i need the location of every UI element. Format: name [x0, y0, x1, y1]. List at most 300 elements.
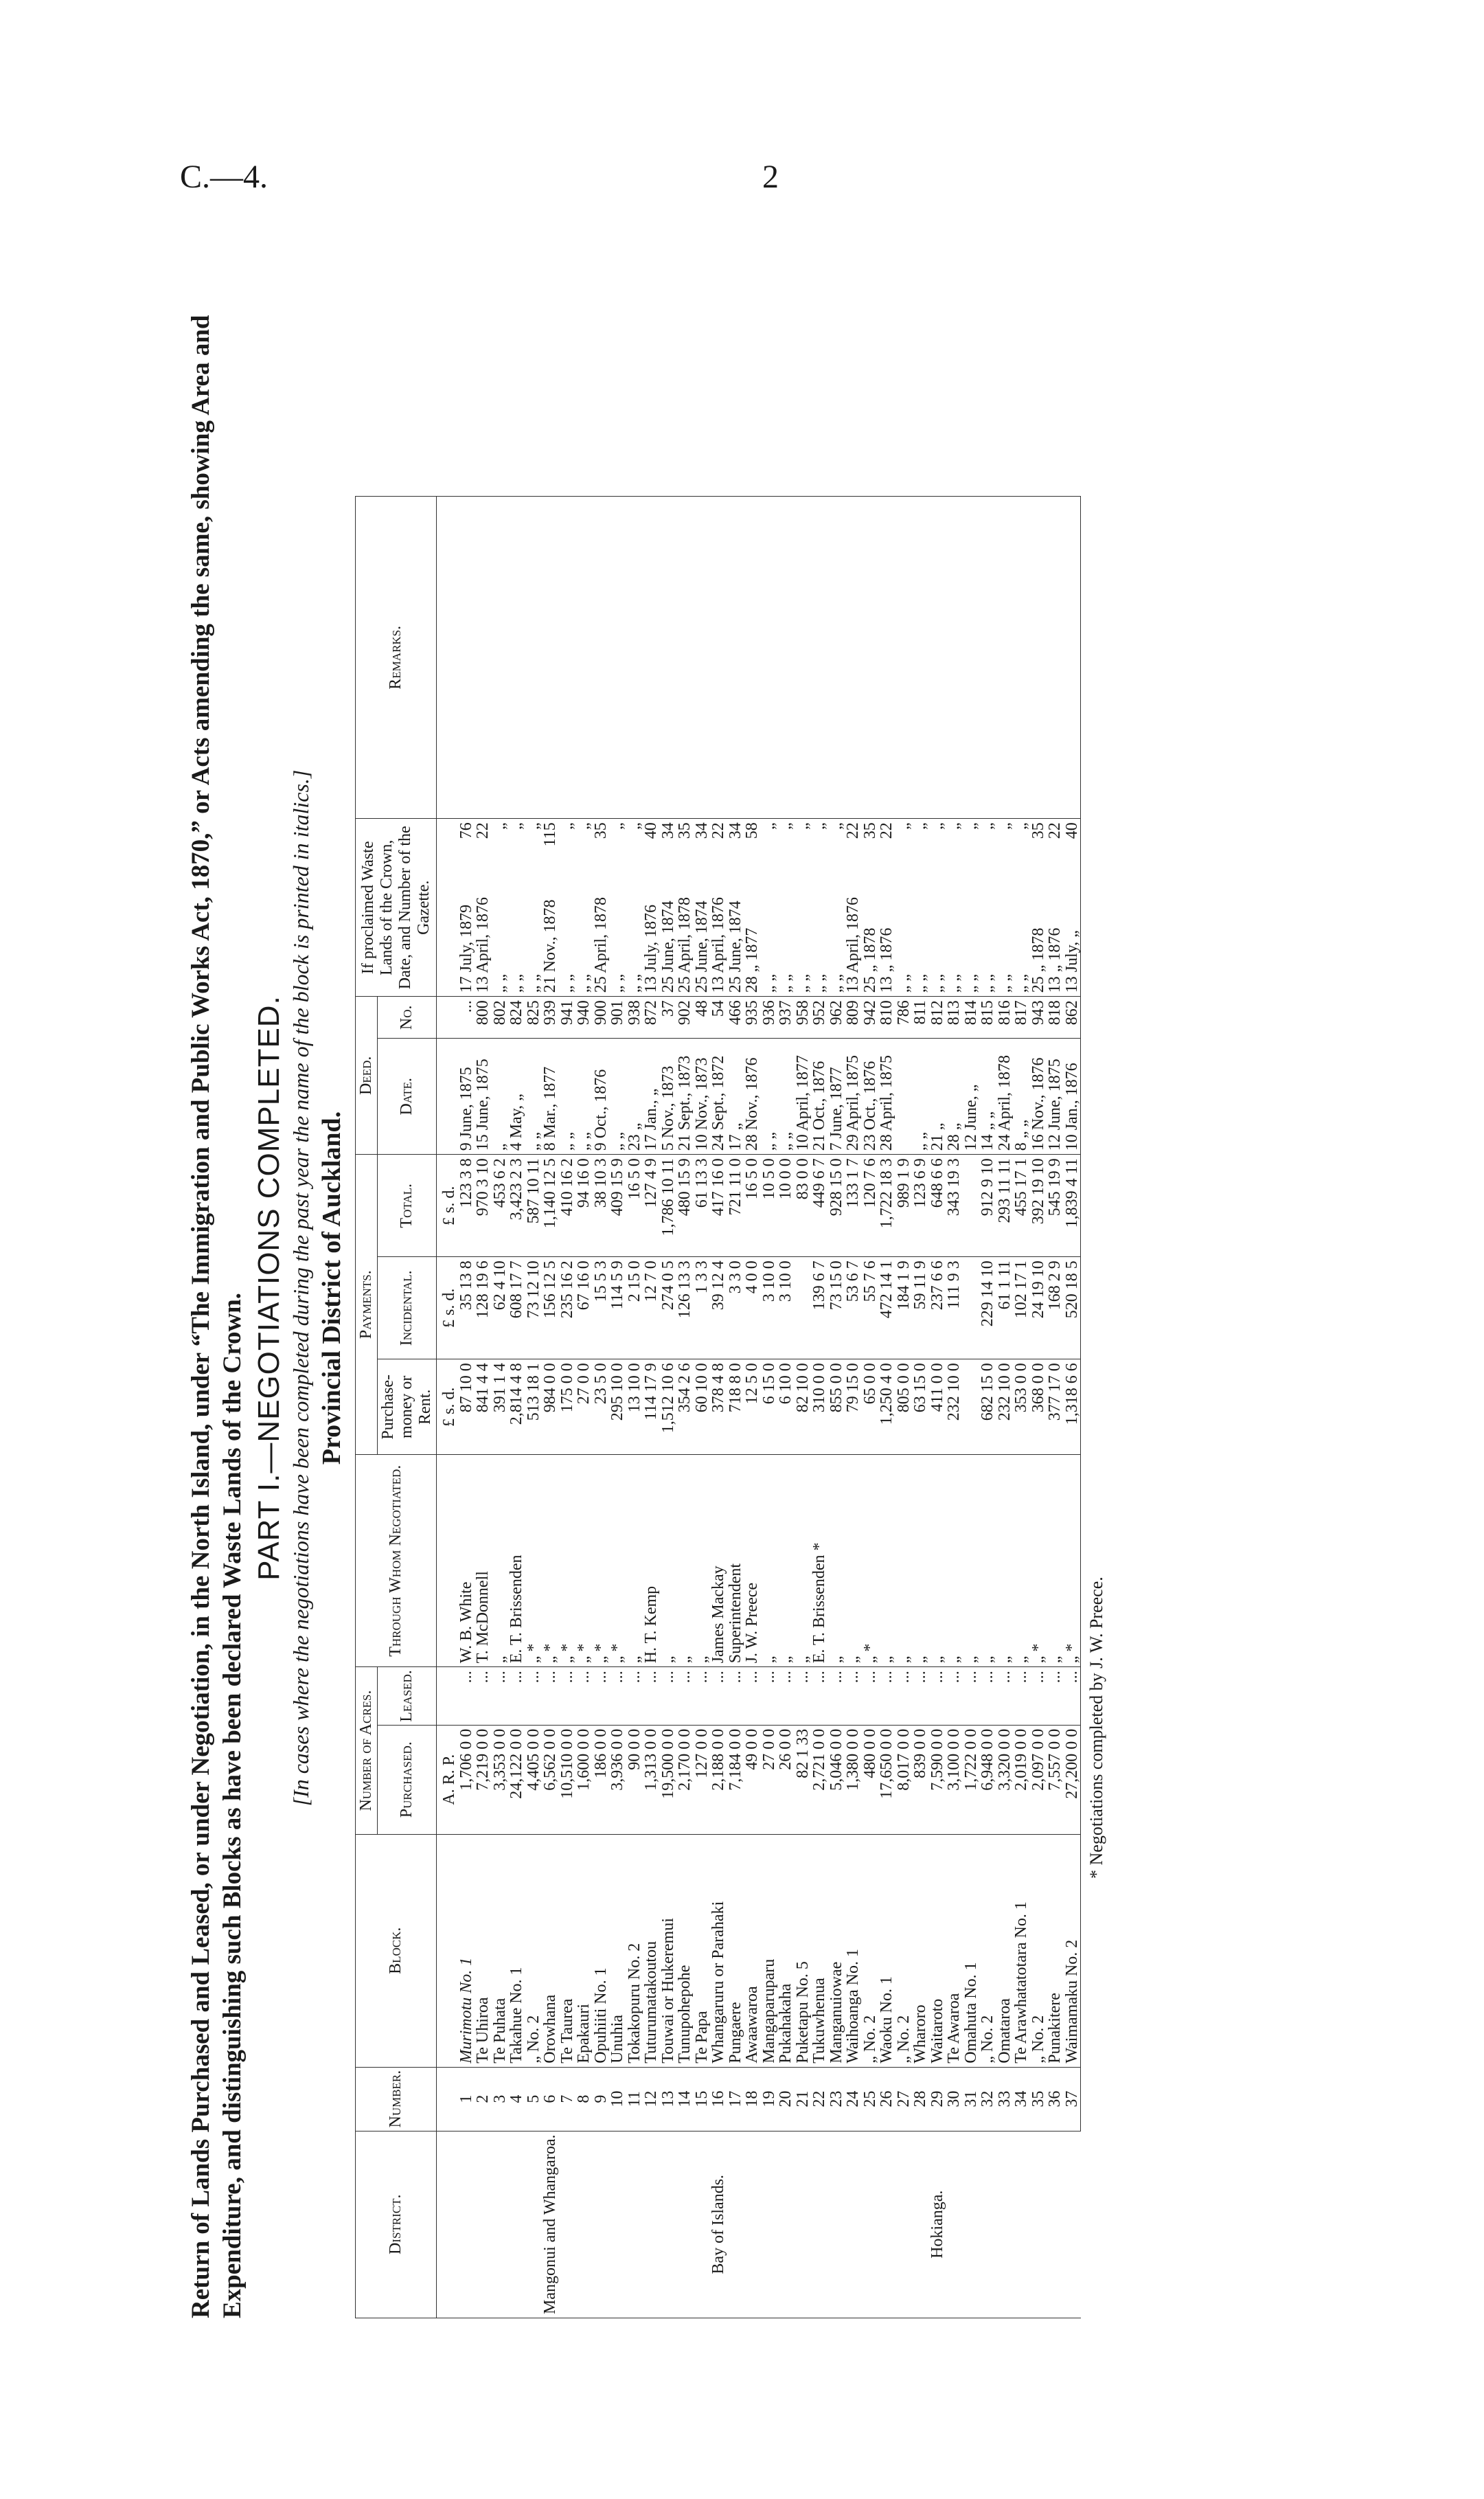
header-incidental: Incidental. [378, 1257, 437, 1359]
deed-date: 10 April, 1877 [795, 1039, 812, 1155]
acres-purchased: 90 0 0 [626, 1725, 643, 1834]
remarks [878, 497, 895, 819]
acres-purchased: 10,510 0 0 [559, 1725, 576, 1834]
deed-date: 16 Nov., 1876 [1030, 1039, 1047, 1155]
deed-number: 872 [643, 997, 660, 1039]
purchase-money: 79 15 0 [845, 1359, 862, 1455]
acres-leased: ... [795, 1667, 812, 1725]
gazette-number: „ [827, 822, 845, 830]
acres-leased: ... [575, 1667, 593, 1725]
row-number: 10 [609, 2067, 626, 2131]
deed-date: „ „ [575, 1039, 593, 1155]
purchase-money: 377 17 0 [1047, 1359, 1064, 1455]
row-number: 28 [912, 2067, 929, 2131]
row-number: 17 [727, 2067, 744, 2131]
total: 545 19 9 [1047, 1155, 1064, 1257]
deed-number: 824 [508, 997, 525, 1039]
district-cell: Bay of Islands. [643, 2131, 795, 2318]
remarks [542, 497, 559, 819]
deed-date: „ „ [761, 1039, 778, 1155]
deed-date: 21 Oct., 1876 [811, 1039, 828, 1155]
row-number: 30 [946, 2067, 963, 2131]
acres-leased: ... [845, 1667, 862, 1725]
deed-number: 818 [1047, 997, 1064, 1039]
acres-leased: ... [660, 1667, 677, 1725]
negotiated-by: „ [912, 1455, 929, 1667]
deed-number: 811 [912, 997, 929, 1039]
deed-number: 941 [559, 997, 576, 1039]
acres-leased: ... [996, 1667, 1014, 1725]
incidental: 237 6 6 [929, 1257, 946, 1359]
negotiated-by: „ [660, 1455, 677, 1667]
remarks [593, 497, 610, 819]
header-total: Total. [378, 1155, 437, 1257]
incidental: 472 14 1 [878, 1257, 895, 1359]
negotiated-by: „ [626, 1455, 643, 1667]
deed-date: 9 Oct., 1876 [593, 1039, 610, 1155]
deed-number: 937 [777, 997, 795, 1039]
purchase-money: 295 10 0 [609, 1359, 626, 1455]
block-name: Te Uhiroa [475, 1834, 492, 2067]
table-row [508, 497, 525, 2318]
acres-purchased: 49 0 0 [744, 1725, 761, 1834]
gazette-date: 25 „ 1878 35 [1030, 819, 1047, 997]
incidental: 3 10 0 [761, 1257, 778, 1359]
table-row [895, 497, 913, 2318]
negotiated-by: „ [1047, 1455, 1064, 1667]
deed-number: 786 [895, 997, 913, 1039]
block-name: Manganuiowae [828, 1834, 845, 2067]
table-row [727, 497, 744, 2318]
gazette-date: „ „ „ [609, 819, 626, 997]
total: 38 10 3 [593, 1155, 610, 1257]
deed-date: 29 April, 1875 [845, 1039, 862, 1155]
incidental: 59 11 9 [912, 1257, 929, 1359]
table-row [878, 497, 895, 2318]
deed-number: 962 [828, 997, 845, 1039]
acres-purchased: 8,017 0 0 [895, 1725, 913, 1834]
block-name: Awaawaroa [744, 1834, 761, 2067]
gazette-number: 34 [726, 822, 744, 839]
deed-number: 48 [694, 997, 711, 1039]
remarks [626, 497, 643, 819]
deed-number: 816 [996, 997, 1014, 1039]
gazette-number: 40 [1062, 822, 1081, 839]
deed-date: 8 Mar., 1877 [542, 1039, 559, 1155]
deed-number: 943 [1030, 997, 1047, 1039]
incidental: 608 17 7 [508, 1257, 525, 1359]
remarks [694, 497, 711, 819]
deed-date: „ „ [559, 1039, 576, 1155]
remarks [1047, 497, 1064, 819]
purchase-money: 60 10 0 [694, 1359, 711, 1455]
row-number: 19 [761, 2067, 778, 2131]
deed-number: 935 [744, 997, 761, 1039]
acres-leased: ... [811, 1667, 828, 1725]
negotiated-by: „ [996, 1455, 1014, 1667]
gazette-number: „ [608, 822, 626, 830]
acres-leased: ... [593, 1667, 610, 1725]
deed-number: ... [458, 997, 475, 1039]
block-name: Te Awaroa [946, 1834, 963, 2067]
row-number: 8 [575, 2067, 593, 2131]
incidental: 35 13 8 [458, 1257, 475, 1359]
negotiated-by: „ [946, 1455, 963, 1667]
header-deed-date: Date. [378, 1039, 437, 1155]
negotiated-by: „ * [542, 1455, 559, 1667]
remarks [727, 497, 744, 819]
total: 94 16 0 [575, 1155, 593, 1257]
table-row [1064, 497, 1081, 2318]
acres-leased: ... [626, 1667, 643, 1725]
incidental: 12 7 0 [643, 1257, 660, 1359]
total: 1,722 18 3 [878, 1155, 895, 1257]
negotiated-by: „ * [525, 1455, 543, 1667]
acres-leased: ... [1047, 1667, 1064, 1725]
total: 123 3 8 [458, 1155, 475, 1257]
gazette-number: „ [961, 822, 980, 830]
header-deed: Deed. [356, 997, 378, 1155]
deed-number: 817 [1013, 997, 1030, 1039]
acres-purchased: 839 0 0 [912, 1725, 929, 1834]
deed-date: 4 May, „ [508, 1039, 525, 1155]
gazette-number: „ [625, 822, 643, 830]
acres-leased: ... [525, 1667, 543, 1725]
negotiated-by: „ [1013, 1455, 1030, 1667]
block-name: Tokakopuru No. 2 [626, 1834, 643, 2067]
acres-leased: ... [458, 1667, 475, 1725]
row-number: 36 [1047, 2067, 1064, 2131]
total: 120 7 6 [862, 1155, 879, 1257]
row-number: 7 [559, 2067, 576, 2131]
gazette-date: „ „ „ [895, 819, 913, 997]
total: 3,423 2 3 [508, 1155, 525, 1257]
block-name: Pukahakaha [777, 1834, 795, 2067]
purchase-money: 411 0 0 [929, 1359, 946, 1455]
deed-number: 901 [609, 997, 626, 1039]
gazette-date: „ „ „ [912, 819, 929, 997]
acres-leased: ... [912, 1667, 929, 1725]
deed-date: „ „ [912, 1039, 929, 1155]
table-row [694, 497, 711, 2318]
purchase-money: 354 2 6 [676, 1359, 694, 1455]
table-row [777, 497, 795, 2318]
gazette-number: 35 [1029, 822, 1047, 839]
deed-number: 37 [660, 997, 677, 1039]
deed-number: 810 [878, 997, 895, 1039]
deed-number: 815 [979, 997, 996, 1039]
negotiated-by: „ [979, 1455, 996, 1667]
incidental: 4 0 0 [744, 1257, 761, 1359]
total: 970 3 10 [475, 1155, 492, 1257]
row-number: 34 [1013, 2067, 1030, 2131]
deed-number: 814 [963, 997, 980, 1039]
gazette-date: 13 April, 1876 22 [475, 819, 492, 997]
incidental: 39 12 4 [710, 1257, 727, 1359]
gazette-date: 25 „ 1878 35 [862, 819, 879, 997]
gazette-date: 17 July, 1879 76 [458, 819, 475, 997]
money-unit-pm: £ s. d. [437, 1359, 458, 1455]
incidental: 67 16 0 [575, 1257, 593, 1359]
incidental [963, 1257, 980, 1359]
total: 912 9 10 [979, 1155, 996, 1257]
row-number: 5 [525, 2067, 543, 2131]
incidental: 53 6 7 [845, 1257, 862, 1359]
acres-purchased: 6,562 0 0 [542, 1725, 559, 1834]
acres-purchased: 5,046 0 0 [828, 1725, 845, 1834]
remarks [660, 497, 677, 819]
purchase-money: 87 10 0 [458, 1359, 475, 1455]
remarks [929, 497, 946, 819]
gazette-number: 35 [591, 822, 610, 839]
acres-purchased: 127 0 0 [694, 1725, 711, 1834]
incidental: 156 12 5 [542, 1257, 559, 1359]
remarks [508, 497, 525, 819]
remarks [811, 497, 828, 819]
negotiated-by: „ [694, 1455, 711, 1667]
deed-date: 21 Sept., 1873 [676, 1039, 694, 1155]
purchase-money: 805 0 0 [895, 1359, 913, 1455]
deed-date: 17 Jan., „ [643, 1039, 660, 1155]
remarks [912, 497, 929, 819]
acres-purchased: 1,313 0 0 [643, 1725, 660, 1834]
incidental: 61 1 11 [996, 1257, 1014, 1359]
total: 417 16 0 [710, 1155, 727, 1257]
acres-unit: A. R. P. [437, 1725, 458, 1834]
negotiated-by: „ [963, 1455, 980, 1667]
table-row [845, 497, 862, 2318]
table-row [492, 497, 509, 2318]
negotiated-by: „ [676, 1455, 694, 1667]
purchase-money: 232 10 0 [946, 1359, 963, 1455]
block-name: Unuhia [609, 1834, 626, 2067]
total: 10 5 0 [761, 1155, 778, 1257]
acres-leased: ... [643, 1667, 660, 1725]
deed-number: 812 [929, 997, 946, 1039]
gazette-date: „ „ „ [777, 819, 795, 997]
deed-date: 8 „ „ [1013, 1039, 1030, 1155]
total: 409 15 9 [609, 1155, 626, 1257]
total: 10 0 0 [777, 1155, 795, 1257]
incidental: 168 2 9 [1047, 1257, 1064, 1359]
remarks [643, 497, 660, 819]
table-row [1030, 497, 1047, 2318]
row-number: 24 [845, 2067, 862, 2131]
gazette-number: „ [945, 822, 963, 830]
gazette-date: 25 June, 1874 34 [694, 819, 711, 997]
negotiated-by: „ * [1064, 1455, 1081, 1667]
block-name: Whangaruru or Parahaki [710, 1834, 727, 2067]
block-name: Puketapu No. 5 [795, 1834, 812, 2067]
incidental: 114 5 9 [609, 1257, 626, 1359]
gazette-number: „ [760, 822, 778, 830]
row-number: 33 [996, 2067, 1014, 2131]
block-name: Te Arawhatatotara No. 1 [1013, 1834, 1030, 2067]
gazette-date: „ „ „ [979, 819, 996, 997]
block-name: Te Papa [694, 1834, 711, 2067]
acres-leased: ... [862, 1667, 879, 1725]
purchase-money: 175 0 0 [559, 1359, 576, 1455]
deed-date: 10 Jan., 1876 [1064, 1039, 1081, 1155]
remarks [845, 497, 862, 819]
block-name: Waoku No. 1 [878, 1834, 895, 2067]
gazette-date: „ „ „ [929, 819, 946, 997]
gazette-number: „ [810, 822, 828, 830]
deed-number: 958 [795, 997, 812, 1039]
row-number: 21 [795, 2067, 812, 2131]
incidental: 139 6 7 [811, 1257, 828, 1359]
acres-purchased: 24,122 0 0 [508, 1725, 525, 1834]
acres-purchased: 2,019 0 0 [1013, 1725, 1030, 1834]
gazette-date: „ „ „ [508, 819, 525, 997]
deed-number: 940 [575, 997, 593, 1039]
acres-leased: ... [1013, 1667, 1030, 1725]
deed-date: „ [492, 1039, 509, 1155]
acres-leased: ... [1030, 1667, 1047, 1725]
deed-date: 10 Nov., 1873 [694, 1039, 711, 1155]
total: 410 16 2 [559, 1155, 576, 1257]
purchase-money: 718 8 0 [727, 1359, 744, 1455]
deed-date: 14 „ „ [979, 1039, 996, 1155]
gazette-date: 13 April, 1876 22 [845, 819, 862, 997]
incidental: 3 3 0 [727, 1257, 744, 1359]
acres-leased: ... [946, 1667, 963, 1725]
table-row [609, 497, 626, 2318]
deed-number: 802 [492, 997, 509, 1039]
negotiated-by: „ [777, 1455, 795, 1667]
acres-purchased: 1,706 0 0 [458, 1725, 475, 1834]
deed-date: 24 Sept., 1872 [710, 1039, 727, 1155]
acres-purchased: 2,721 0 0 [811, 1725, 828, 1834]
purchase-money [963, 1359, 980, 1455]
gazette-number: „ [979, 822, 996, 830]
remarks [795, 497, 812, 819]
block-name: „ No. 2 [895, 1834, 913, 2067]
incidental: 62 4 10 [492, 1257, 509, 1359]
block-name: Waimamaku No. 2 [1064, 1834, 1081, 2067]
deed-date: 28 April, 1875 [878, 1039, 895, 1155]
acres-leased: ... [609, 1667, 626, 1725]
deed-date: 7 June, 1877 [828, 1039, 845, 1155]
purchase-money: 114 17 9 [643, 1359, 660, 1455]
total: 16 5 0 [626, 1155, 643, 1257]
table-row [559, 497, 576, 2318]
incidental: 24 19 10 [1030, 1257, 1047, 1359]
gazette-date: „ „ „ [626, 819, 643, 997]
incidental: 520 18 5 [1064, 1257, 1081, 1359]
header-purchase-money: Purchase-money or Rent. [378, 1359, 437, 1455]
gazette-date: „ „ „ [761, 819, 778, 997]
table-row [744, 497, 761, 2318]
row-number: 31 [963, 2067, 980, 2131]
deed-number: 54 [710, 997, 727, 1039]
total: 453 6 2 [492, 1155, 509, 1257]
row-number: 2 [475, 2067, 492, 2131]
gazette-number: 34 [659, 822, 677, 839]
gazette-number: 22 [878, 822, 895, 839]
block-name: Te Puhata [492, 1834, 509, 2067]
row-number: 12 [643, 2067, 660, 2131]
acres-purchased: 27,200 0 0 [1064, 1725, 1081, 1834]
table-row [676, 497, 694, 2318]
purchase-money: 310 0 0 [811, 1359, 828, 1455]
incidental [795, 1257, 812, 1359]
row-number: 3 [492, 2067, 509, 2131]
remarks [828, 497, 845, 819]
remarks [1030, 497, 1047, 819]
acres-purchased: 7,590 0 0 [929, 1725, 946, 1834]
acres-purchased: 3,936 0 0 [609, 1725, 626, 1834]
deed-number: 466 [727, 997, 744, 1039]
negotiated-by: T. McDonnell [475, 1455, 492, 1667]
header-gazette: If proclaimed Waste Lands of the Crown, Date, and Number of the Gazette. [356, 819, 437, 997]
gazette-number: „ [928, 822, 946, 830]
acres-purchased: 19,500 0 0 [660, 1725, 677, 1834]
table-row [862, 497, 879, 2318]
gazette-number: „ [575, 822, 593, 830]
row-number: 35 [1030, 2067, 1047, 2131]
purchase-money: 1,512 10 6 [660, 1359, 677, 1455]
negotiated-by: „ [878, 1455, 895, 1667]
remarks [710, 497, 727, 819]
negotiated-by: „ [492, 1455, 509, 1667]
purchase-money: 63 15 0 [912, 1359, 929, 1455]
negotiated-by: „ [795, 1455, 812, 1667]
gazette-number: 115 [541, 822, 559, 847]
total [963, 1155, 980, 1257]
deed-date: „ „ [609, 1039, 626, 1155]
purchase-money: 682 15 0 [979, 1359, 996, 1455]
purchase-money: 82 10 0 [795, 1359, 812, 1455]
total: 293 11 11 [996, 1155, 1014, 1257]
deed-number: 825 [525, 997, 543, 1039]
table-row [1047, 497, 1064, 2318]
total: 1,140 12 5 [542, 1155, 559, 1257]
remarks [676, 497, 694, 819]
table-row [828, 497, 845, 2318]
negotiated-by: James Mackay [710, 1455, 727, 1667]
money-unit-tot: £ s. d. [437, 1155, 458, 1257]
header-leased: Leased. [378, 1667, 437, 1725]
row-number: 23 [828, 2067, 845, 2131]
negotiated-by: „ * [559, 1455, 576, 1667]
gazette-date: „ „ „ [963, 819, 980, 997]
row-number: 11 [626, 2067, 643, 2131]
money-unit-inc: £ s. d. [437, 1257, 458, 1359]
deed-number: 900 [593, 997, 610, 1039]
negotiated-by: H. T. Kemp [643, 1455, 660, 1667]
table-row [643, 497, 660, 2318]
header-deed-no: No. [378, 997, 437, 1039]
remarks [609, 497, 626, 819]
gazette-date: 13 July, „ 40 [1064, 819, 1081, 997]
remarks [575, 497, 593, 819]
acres-leased: ... [979, 1667, 996, 1725]
row-number: 32 [979, 2067, 996, 2131]
gazette-date: 25 April, 1878 35 [676, 819, 694, 997]
row-number: 25 [862, 2067, 879, 2131]
acres-purchased: 7,184 0 0 [727, 1725, 744, 1834]
purchase-money: 23 5 0 [593, 1359, 610, 1455]
remarks [777, 497, 795, 819]
lands-table [355, 496, 1081, 2318]
deed-number: 936 [761, 997, 778, 1039]
deed-number: 952 [811, 997, 828, 1039]
province-heading: Provincial District of Auckland. [317, 1111, 346, 1465]
negotiated-by: „ * [593, 1455, 610, 1667]
block-name: Pungaere [727, 1834, 744, 2067]
purchase-money: 378 4 8 [710, 1359, 727, 1455]
